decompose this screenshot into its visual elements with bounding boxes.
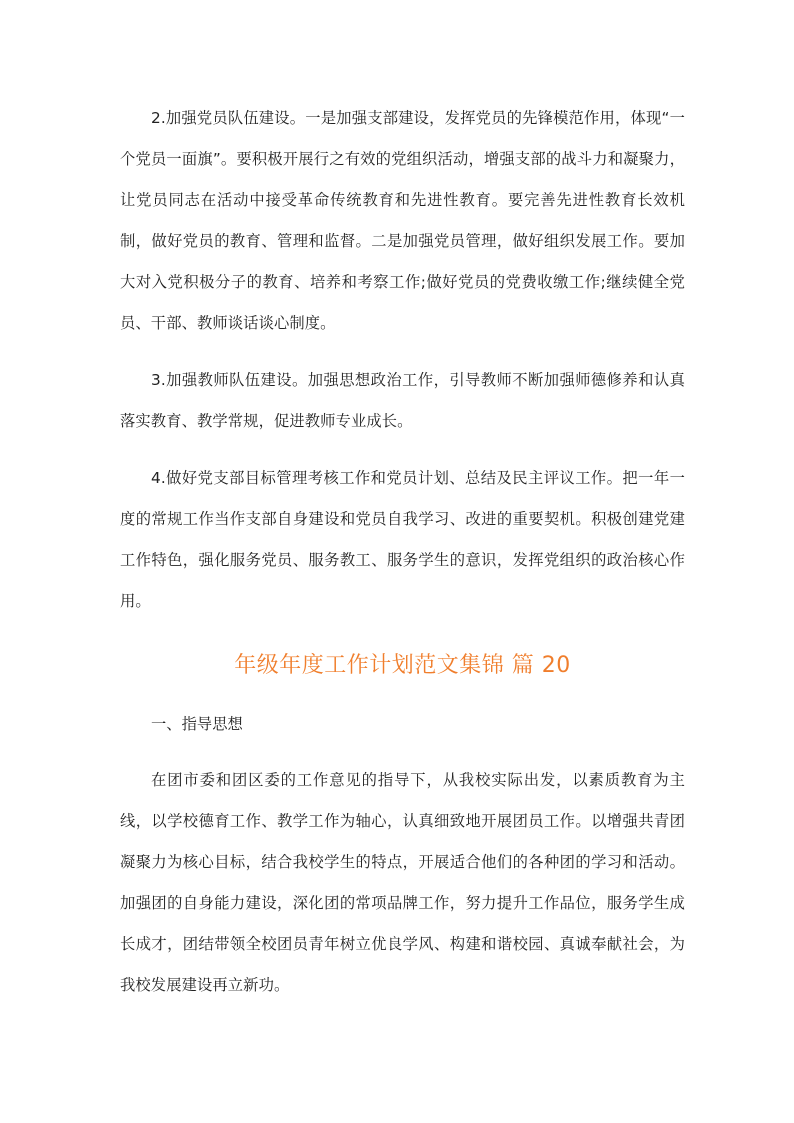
paragraph-guiding-ideology: 在团市委和团区委的工作意见的指导下，从我校实际出发，以素质教育为主线，以学校德育工作、教学工作为轴心，认真细致地开展团员工作。以增强共青团凝聚力为核心目标，结合我校学生的特点，开展适合他们的各种团的学习和活动。加强团的自身能力建设，深化团的常项品牌工作，努力提升工作品位，服务学生成长成才，团结带领全校团员青年树立优良学风、构建和谐校园、真诚奉献社会，为我校发展建设再立新功。 <box>120 771 685 994</box>
paragraph-party-member-building: 2.加强党员队伍建设。一是加强支部建设，发挥党员的先锋模范作用，体现“一个党员一面旗”。要积极开展行之有效的党组织活动，增强支部的战斗力和凝聚力，让党员同志在活动中接受革命传统教育和先进性教育。要完善先进性教育长效机制，做好党员的教育、管理和监督。二是加强党员管理，做好组织发展工作。要加大对入党积极分子的教育、培养和考察工作;做好党员的党费收缴工作;继续健全党员、干部、教师谈话谈心制度。 <box>120 109 685 332</box>
subheading-guiding-ideology: 一、指导思想 <box>151 715 243 733</box>
document-page <box>120 98 685 1006</box>
section-title: 年级年度工作计划范文集锦 篇 20 <box>234 653 571 678</box>
paragraph-teacher-building: 3.加强教师队伍建设。加强思想政治工作，引导教师不断加强师德修养和认真落实教育、教学常规，促进教师专业成长。 <box>120 371 685 430</box>
paragraph-branch-assessment: 4.做好党支部目标管理考核工作和党员计划、总结及民主评议工作。把一年一度的常规工作当作支部自身建设和党员自我学习、改进的重要契机。积极创建党建工作特色，强化服务党员、服务教工、服务学生的意识，发挥党组织的政治核心作用。 <box>120 469 685 610</box>
